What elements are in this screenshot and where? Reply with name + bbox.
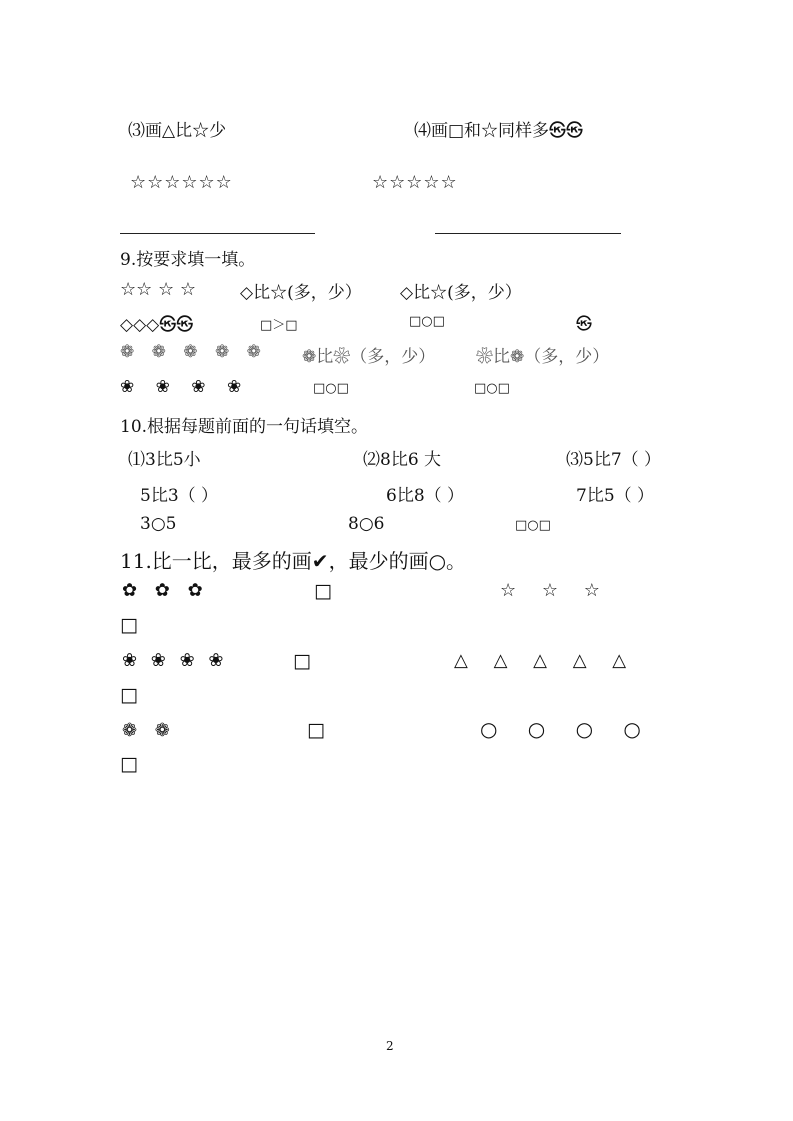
q9-row2-symbol: ㉿	[576, 314, 593, 333]
answer-line-4[interactable]	[435, 233, 621, 234]
answer-line-3[interactable]	[120, 233, 315, 234]
q10-compare-1[interactable]: 3○5	[140, 514, 177, 534]
q8-4-label: ⑷画□和☆同样多㉿㉿	[414, 121, 584, 141]
q9-row3-compare1[interactable]: ❁比❀（多，少）	[302, 347, 436, 367]
q10-answer-3[interactable]: 7比5（ ）	[576, 486, 655, 506]
q9-row2-shapes: ◇◇◇㉿㉿	[120, 315, 194, 335]
q10-premise-3[interactable]: ⑶5比7（ ）	[566, 450, 662, 470]
q11-row2-triangles: △ △ △ △ △	[454, 650, 637, 671]
q8-4-stars: ☆☆☆☆☆	[372, 172, 458, 193]
q9-row1-stars: ☆☆ ☆ ☆	[120, 279, 196, 300]
q11-row1-checkbox-2[interactable]: □	[120, 614, 138, 636]
q10-premise-2: ⑵8比6 大	[363, 450, 442, 470]
q11-row2-checkbox[interactable]: □	[293, 650, 311, 672]
q10-answer-2[interactable]: 6比8（ ）	[386, 486, 465, 506]
q9-row4-box2[interactable]: □○□	[474, 381, 510, 396]
q10-title: 10.根据每题前面的一句话填空。	[120, 417, 369, 437]
q11-row1-flowers: ✿ ✿ ✿	[122, 580, 209, 601]
q10-compare-3[interactable]: □○□	[515, 518, 551, 533]
q8-3-label: ⑶画△比☆少	[128, 121, 227, 141]
q11-row2-flowers: ❀ ❀ ❀ ❀	[122, 650, 228, 671]
q11-title: 11.比一比，最多的画✔，最少的画○。	[120, 549, 467, 573]
q9-row4-flowers: ❀ ❀ ❀ ❀	[120, 377, 250, 397]
q10-premise-1: ⑴3比5小	[128, 450, 201, 470]
q9-row4-box1[interactable]: □○□	[313, 381, 349, 396]
q8-3-stars: ☆☆☆☆☆☆	[130, 172, 233, 193]
q9-title: 9.按要求填一填。	[120, 250, 256, 270]
page-number: 2	[386, 1039, 394, 1053]
q9-row2-box-compare[interactable]: □○□	[409, 314, 445, 329]
q9-row3-flowers: ❁ ❁ ❁ ❁ ❁	[120, 342, 267, 362]
q11-row3-checkbox-2[interactable]: □	[120, 753, 138, 775]
q9-row2-box-greater[interactable]: □＞□	[260, 318, 298, 333]
q9-row3-compare2[interactable]: ❀比❁（多，少）	[476, 347, 610, 367]
q11-row3-flowers: ❁ ❁	[122, 720, 176, 741]
q10-answer-1[interactable]: 5比3（ ）	[140, 486, 219, 506]
q9-row1-compare2[interactable]: ◇比☆(多，少）	[400, 283, 522, 303]
q11-row3-circles: ○ ○ ○ ○	[480, 717, 653, 741]
q9-row1-compare1[interactable]: ◇比☆(多，少）	[240, 283, 362, 303]
q11-row3-checkbox[interactable]: □	[307, 719, 325, 741]
q11-row2-checkbox-2[interactable]: □	[120, 684, 138, 706]
q11-row1-stars: ☆ ☆ ☆	[500, 580, 610, 601]
q11-row1-checkbox[interactable]: □	[314, 580, 332, 602]
q10-compare-2[interactable]: 8○6	[348, 514, 385, 534]
